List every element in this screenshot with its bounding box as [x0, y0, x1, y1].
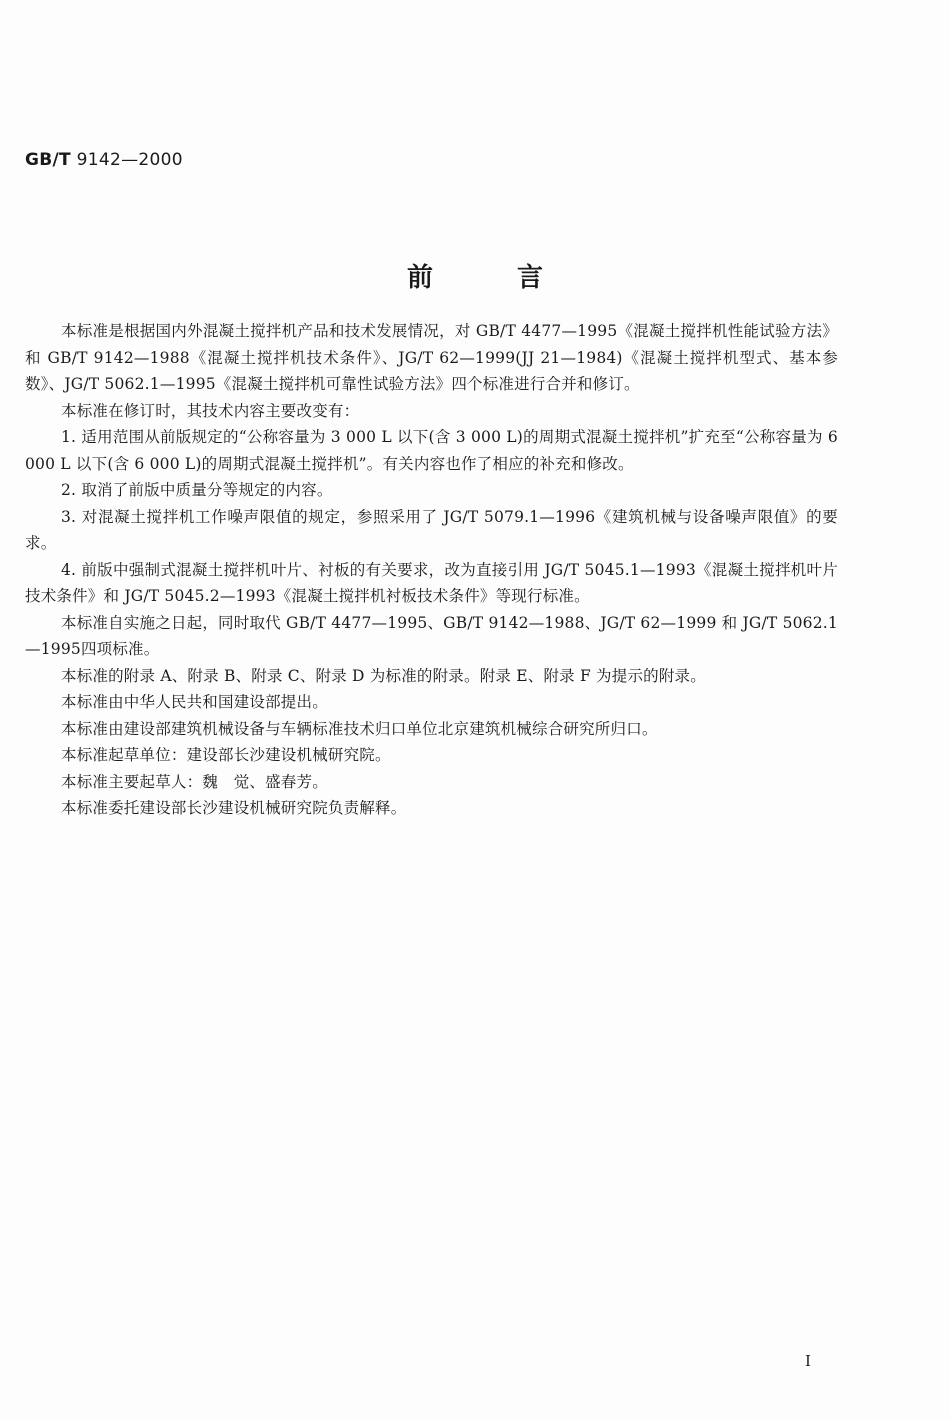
paragraph-appendices: 本标准的附录 A、附录 B、附录 C、附录 D 为标准的附录。附录 E、附录 F 为提示的附录。: [61, 666, 706, 685]
paragraph-drafting-unit: 本标准起草单位：建设部长沙建设机械研究院。: [61, 746, 391, 764]
standard-code: [25, 150, 183, 170]
paragraph-interpretation: 本标准委托建设部长沙建设机械研究院负责解释。: [61, 799, 407, 817]
paragraph-centralized: 本标准由建设部建筑机械设备与车辆标准技术归口单位北京建筑机械综合研究所归口。: [61, 719, 658, 738]
standard-code-number: 9142—2000: [76, 150, 183, 170]
paragraph-change-3: 3. 对混凝土搅拌机工作噪声限值的规定，参照采用了 JG/T 5079.1—1996《建筑机械与设备噪声限值》的要求。: [25, 507, 838, 552]
paragraph-change-2: 2. 取消了前版中质量分等规定的内容。: [61, 481, 333, 499]
page-title: 前言: [406, 263, 627, 293]
paragraph-replaces: 本标准自实施之日起，同时取代 GB/T 4477—1995、GB/T 9142—1988、JG/T 62—1999 和 JG/T 5062.1—1995四项标准。: [25, 613, 838, 658]
paragraph-proposer: 本标准由中华人民共和国建设部提出。: [61, 693, 328, 711]
page-number: I: [805, 1352, 811, 1370]
paragraph-change-1: 1. 适用范围从前版规定的“公称容量为 3 000 L 以下(含 3 000 L)的周期式混凝土搅拌机”扩充至“公称容量为 6 000 L 以下(含 6 000 L)的周期式混凝土搅拌机”。有关内容也作了相应的补充和修改。: [25, 428, 838, 473]
paragraph-intro: 本标准是根据国内外混凝土搅拌机产品和技术发展情况，对 GB/T 4477—1995《混凝土搅拌机性能试验方法》和 GB/T 9142—1988《混凝土搅拌机技术条件》、JG/T 62—1999(JJ 21—1984)《混凝土搅拌机型式、基本参数》、JG/T 5062.1—1995《混凝土搅拌机可靠性试验方法》四个标准进行合并和修订。: [25, 322, 838, 393]
paragraph-changes-heading: 本标准在修订时，其技术内容主要改变有：: [61, 401, 360, 420]
standard-code-prefix: GB/T: [25, 150, 71, 170]
paragraph-drafters: 本标准主要起草人：魏 觉、盛春芳。: [61, 772, 328, 791]
paragraph-change-4: 4. 前版中强制式混凝土搅拌机叶片、衬板的有关要求，改为直接引用 JG/T 5045.1—1993《混凝土搅拌机叶片技术条件》和 JG/T 5045.2—1993《混凝土搅拌机衬板技术条件》等现行标准。: [25, 560, 838, 605]
foreword-body: [25, 318, 838, 822]
